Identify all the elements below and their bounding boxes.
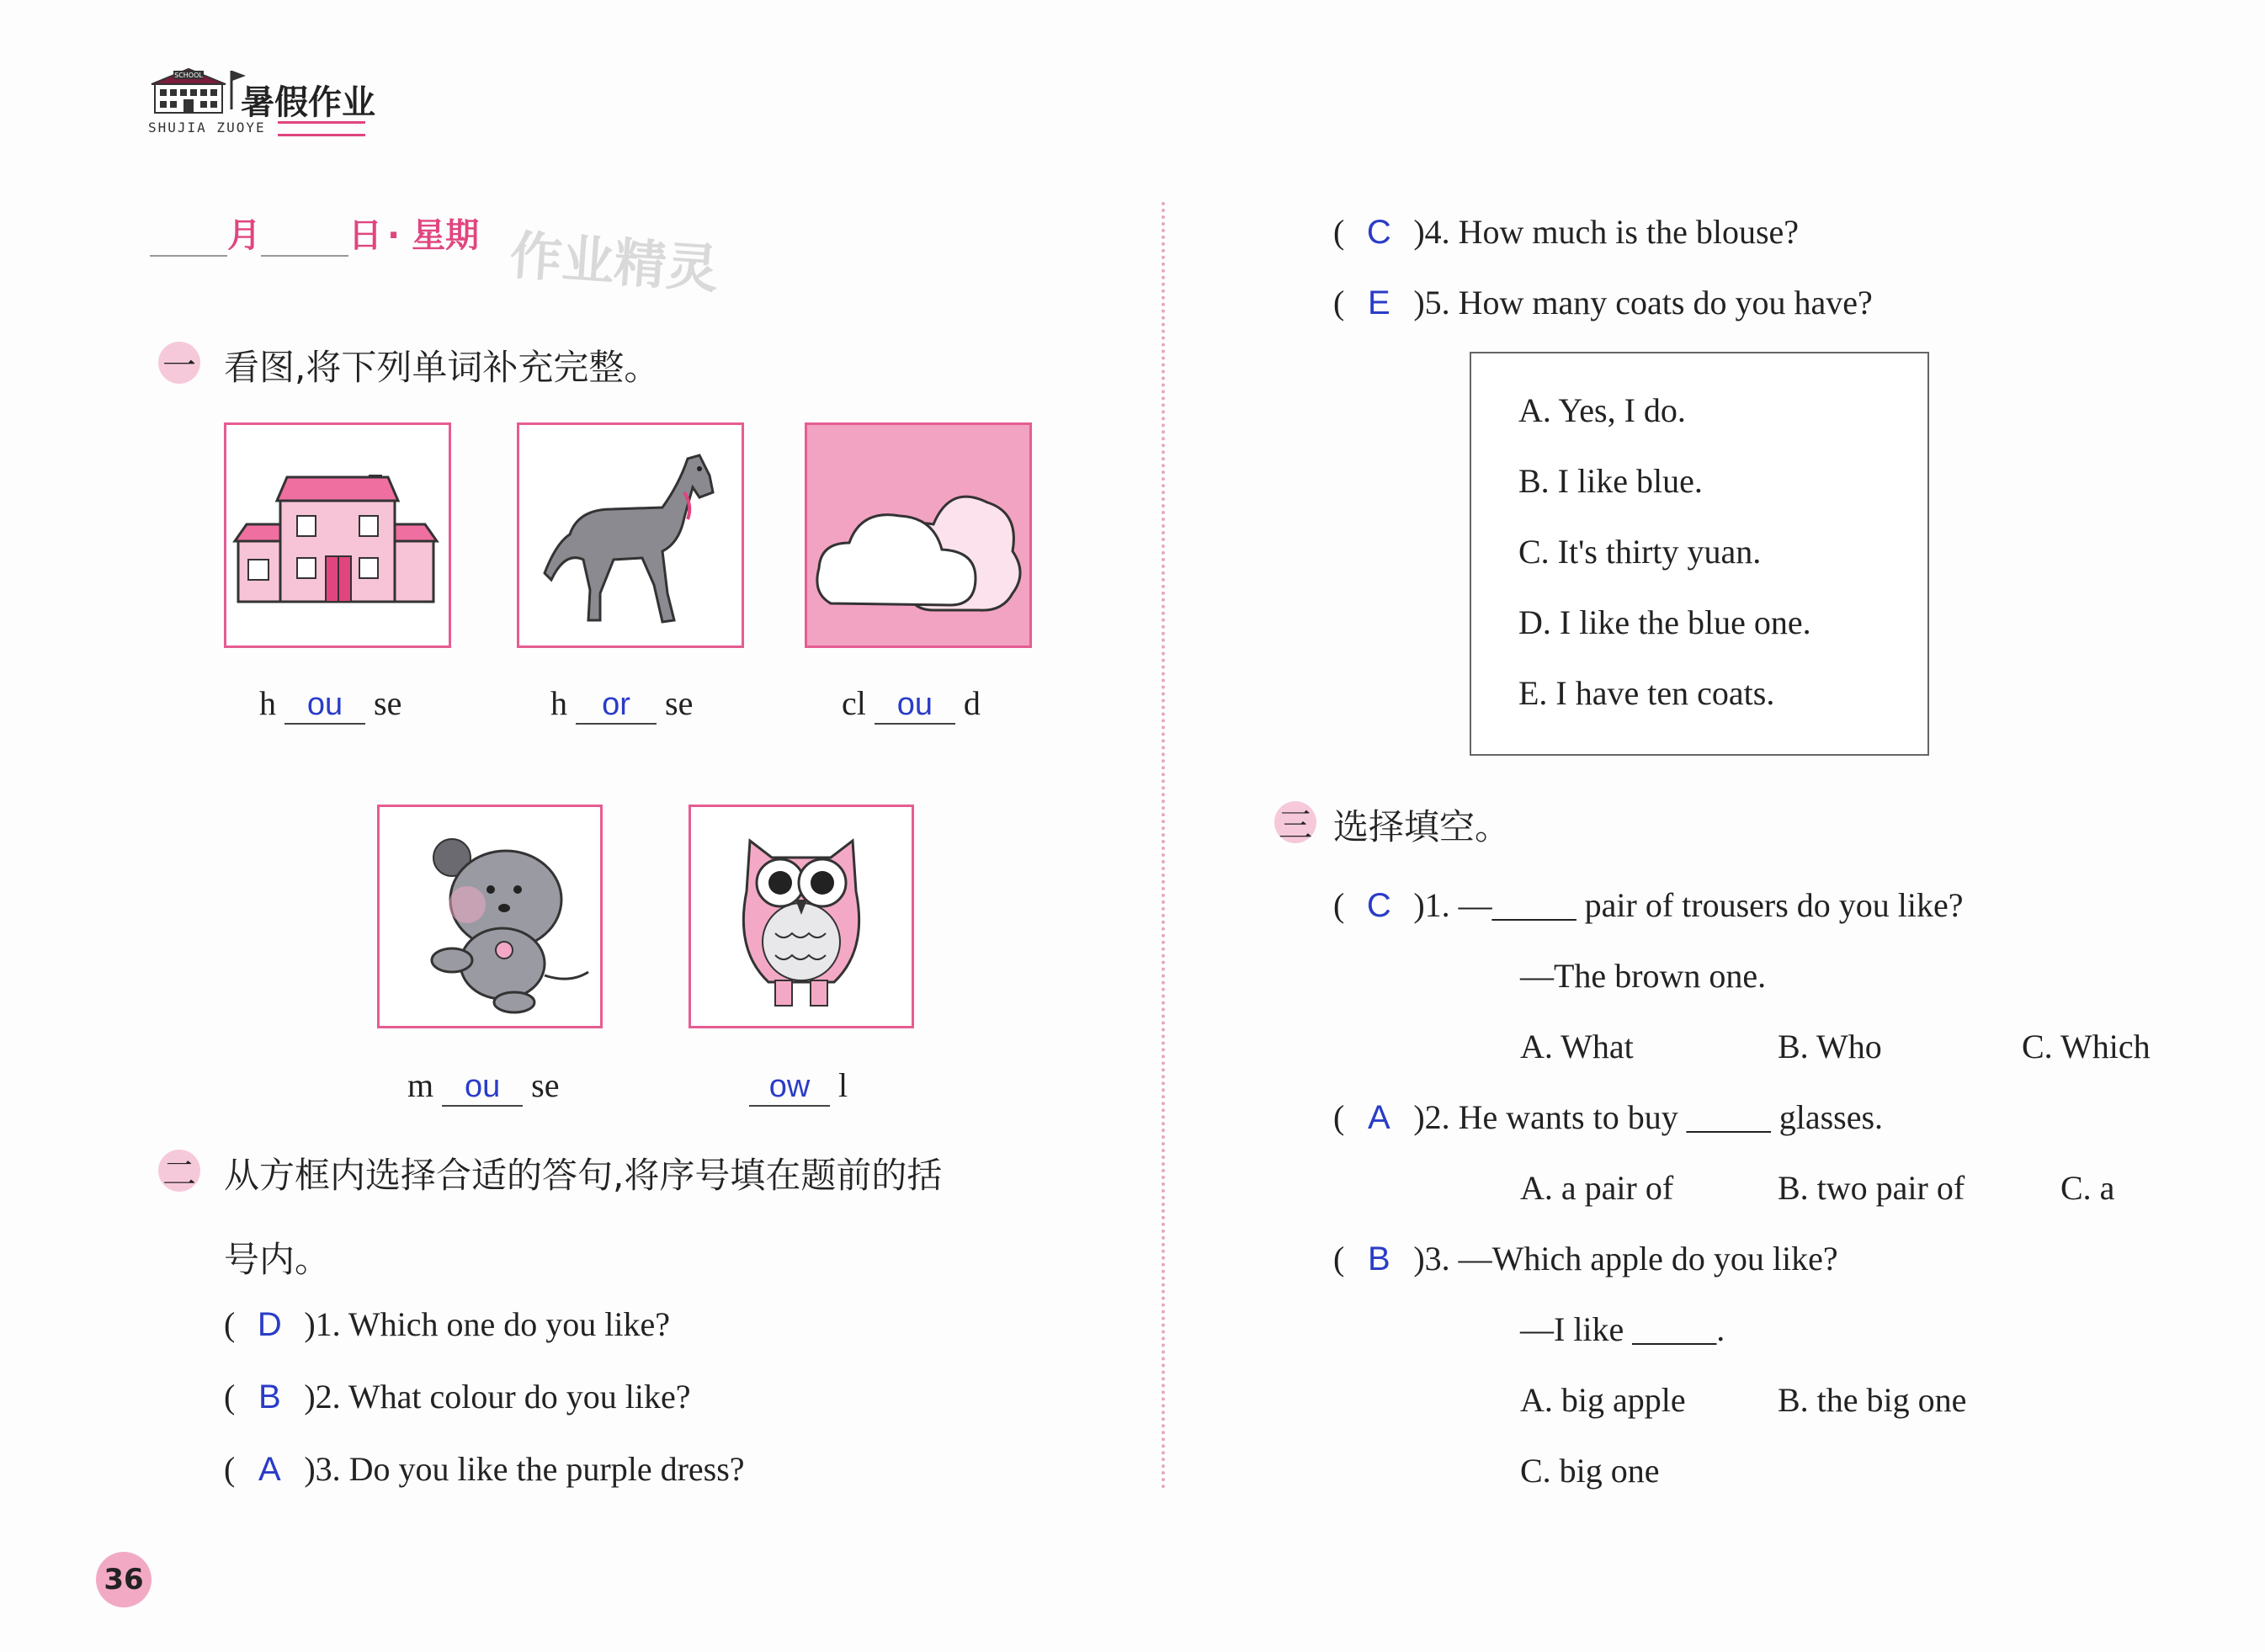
s3-q1-choice-c: C. Which <box>2022 1028 2151 1065</box>
month-label: 月 <box>227 216 261 255</box>
house-icon <box>226 425 449 645</box>
s3-q2-choice-c: C. a <box>2060 1169 2115 1207</box>
answer-cloud: ou <box>896 687 933 722</box>
header-subtitle: SHUJIA ZUOYE <box>148 120 266 135</box>
cloud-icon <box>807 425 1029 645</box>
s3-question-3: ( B )3. —Which apple do you like? <box>1333 1240 1838 1278</box>
option-a: A. Yes, I do. <box>1518 391 1686 429</box>
section3-instruction: 选择填空。 <box>1333 806 1511 847</box>
s3-q3-choice-a: A. big apple <box>1520 1381 1686 1419</box>
s3-q3-reply: —I like _____. <box>1520 1310 1725 1348</box>
day-label: 日 <box>348 216 382 255</box>
watermark: 作业精灵 <box>508 224 720 300</box>
cloud-card <box>805 422 1032 648</box>
header-underline <box>278 121 365 136</box>
section2-badge: 二 <box>158 1150 200 1192</box>
option-d: D. I like the blue one. <box>1518 603 1811 641</box>
section1-instruction: 看图,将下列单词补充完整。 <box>224 347 660 388</box>
section2-instruction-line2: 号内。 <box>224 1239 331 1280</box>
s3-q1-choice-a: A. What <box>1520 1028 1634 1065</box>
header-title: 暑假作业 <box>241 83 375 122</box>
s3-q1-choice-b: B. Who <box>1778 1028 1882 1065</box>
option-b: B. I like blue. <box>1518 462 1703 500</box>
option-e: E. I have ten coats. <box>1518 674 1775 712</box>
s2-answer-1: D <box>257 1306 282 1343</box>
answer-owl: ow <box>768 1069 811 1104</box>
word-house: h ou se <box>259 683 401 725</box>
option-c: C. It's thirty yuan. <box>1518 533 1762 571</box>
word-mouse: m ou se <box>407 1065 559 1107</box>
mouse-icon <box>380 807 600 1026</box>
date-line <box>150 209 479 257</box>
horse-card <box>517 422 744 648</box>
s3-q3-choice-b: B. the big one <box>1778 1381 1967 1419</box>
s3-q2-choice-b: B. two pair of <box>1778 1169 1965 1207</box>
owl-icon <box>691 807 912 1026</box>
weekday-label: · 星期 <box>387 216 480 255</box>
s2-question-5: ( E )5. How many coats do you have? <box>1333 284 1873 321</box>
s3-question-2: ( A )2. He wants to buy _____ glasses. <box>1333 1098 1884 1136</box>
s2-question-1: ( D )1. Which one do you like? <box>224 1305 671 1343</box>
word-owl: ow l <box>749 1065 848 1107</box>
s2-answer-3: A <box>258 1451 281 1488</box>
owl-card <box>689 805 914 1028</box>
logo-school-text: SCHOOL <box>174 72 203 79</box>
s3-answer-1: C <box>1366 887 1391 924</box>
page-number: 36 <box>96 1552 152 1607</box>
s2-question-3: ( A )3. Do you like the purple dress? <box>224 1450 745 1488</box>
mouse-card <box>377 805 603 1028</box>
section1-badge: 一 <box>158 342 200 384</box>
s3-answer-2: A <box>1367 1099 1390 1136</box>
s2-answer-4: C <box>1366 214 1391 251</box>
section3-badge: 三 <box>1274 801 1316 843</box>
s2-question-4: ( C )4. How much is the blouse? <box>1333 213 1800 251</box>
house-card <box>224 422 451 648</box>
school-logo-icon <box>148 66 229 116</box>
s3-q3-choice-c: C. big one <box>1520 1452 1660 1490</box>
s2-answer-5: E <box>1367 284 1390 321</box>
horse-icon <box>519 425 742 645</box>
s3-question-1: ( C )1. —_____ pair of trousers do you like? <box>1333 886 1964 924</box>
s2-answer-2: B <box>258 1378 281 1416</box>
word-cloud: cl ou d <box>842 683 981 725</box>
answer-mouse: ou <box>464 1069 501 1104</box>
s3-q2-choice-a: A. a pair of <box>1520 1169 1674 1207</box>
answer-house: ou <box>306 687 343 722</box>
center-divider <box>1162 202 1165 1490</box>
s3-q1-reply: —The brown one. <box>1520 957 1767 995</box>
answer-horse: or <box>602 687 630 722</box>
answer-options-box <box>1470 352 1929 756</box>
s2-question-2: ( B )2. What colour do you like? <box>224 1378 691 1416</box>
word-horse: h or se <box>550 683 693 725</box>
section2-instruction-line1: 从方框内选择合适的答句,将序号填在题前的括 <box>224 1155 943 1196</box>
s3-answer-3: B <box>1367 1240 1390 1278</box>
